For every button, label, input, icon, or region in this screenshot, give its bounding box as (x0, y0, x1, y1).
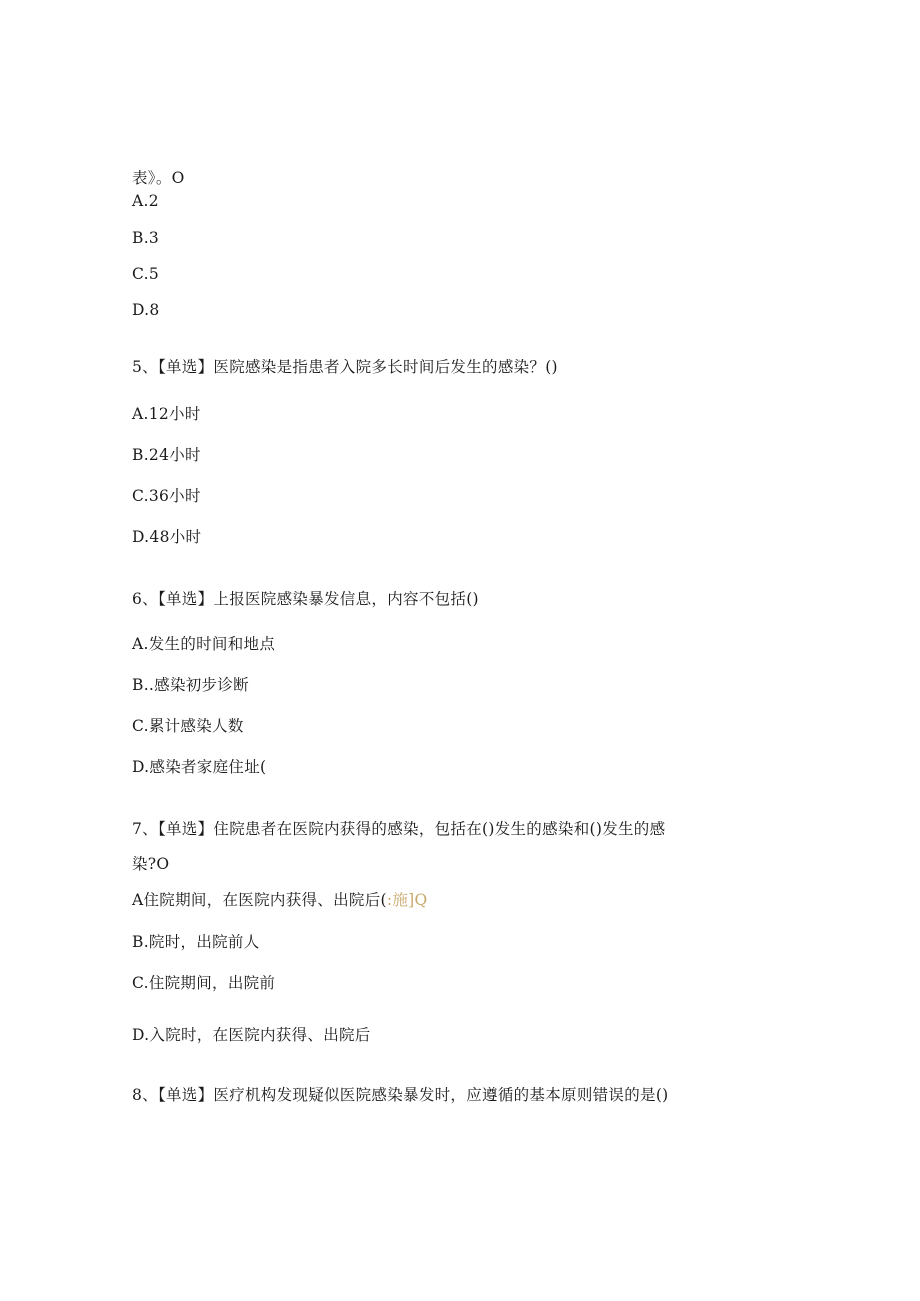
question-6-option-c: C.累计感染人数 (132, 717, 244, 735)
question-7-option-c: C.住院期间，出院前 (132, 974, 276, 992)
question-6-stem: 6、【单选】上报医院感染暴发信息，内容不包括() (132, 590, 479, 608)
question-6-option-d: D.感染者家庭住址( (132, 758, 267, 776)
question-4-option-a: A.2 (132, 192, 159, 210)
question-6-option-a: A.发生的时间和地点 (132, 635, 276, 653)
question-7-option-a-text: A住院期间，在医院内获得、出院后( (132, 891, 387, 909)
question-7-stem-line-2: 染?O (132, 855, 170, 873)
question-7-stem-line-1: 7、【单选】住院患者在医院内获得的感染，包括在()发生的感染和()发生的感 (132, 820, 666, 838)
question-8-stem: 8、【单选】医疗机构发现疑似医院感染暴发时，应遵循的基本原则错误的是() (132, 1086, 669, 1104)
question-4-option-b: B.3 (132, 229, 160, 247)
question-7-option-a-mark: :施]Q (386, 891, 428, 909)
question-5-option-a: A.12小时 (132, 405, 201, 423)
question-6-option-b: B..感染初步诊断 (132, 676, 249, 694)
question-5-option-c: C.36小时 (132, 487, 201, 505)
question-7-option-b: B.院时，出院前人 (132, 933, 260, 951)
question-5-option-d: D.48小时 (132, 528, 202, 546)
question-7-option-a (132, 890, 428, 910)
question-4-option-c: C.5 (132, 265, 159, 283)
question-5-stem: 5、【单选】医院感染是指患者入院多长时间后发生的感染？() (132, 358, 558, 376)
question-5-option-b: B.24小时 (132, 446, 201, 464)
question-4-option-d: D.8 (132, 301, 160, 319)
question-4-stem-tail: 表》。O (132, 169, 185, 187)
question-7-option-d: D.入院时，在医院内获得、出院后 (132, 1026, 371, 1044)
